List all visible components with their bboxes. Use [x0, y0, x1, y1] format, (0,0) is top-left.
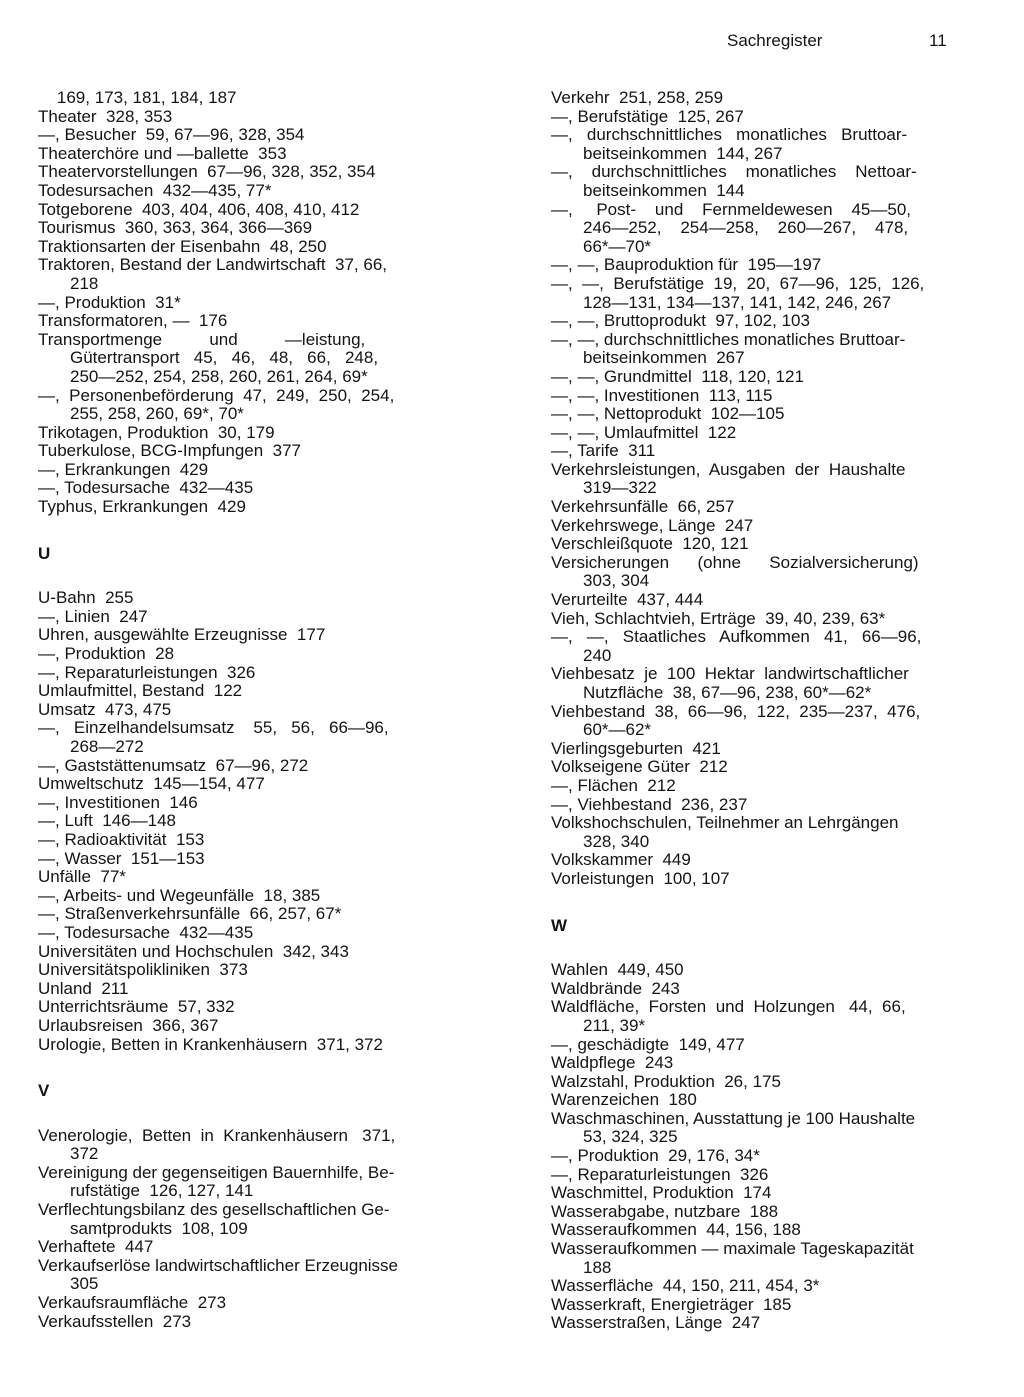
index-entry: [551, 740, 947, 759]
index-entry: [38, 312, 430, 331]
index-entry-text: —, Todesursache 432—435: [38, 922, 254, 942]
index-entry-text: Transportmenge und —leistung,: [38, 329, 366, 349]
index-entry-text: Verkehrswege, Länge 247: [551, 515, 754, 535]
index-entry-text: —, —, Bauproduktion für 195—197: [551, 255, 822, 275]
index-entry-text: Urologie, Betten in Krankenhäusern 371, 372: [38, 1034, 383, 1054]
index-entry-text: Umsatz 473, 475: [38, 699, 172, 719]
index-entry: [38, 794, 430, 813]
index-entry: [38, 163, 430, 182]
index-entry: [551, 517, 947, 536]
index-entry-continuation: Gütertransport 45, 46, 48, 66, 248,: [70, 348, 379, 368]
index-entry: [551, 1147, 947, 1166]
index-entry: [38, 219, 430, 238]
index-entry: [551, 591, 947, 610]
index-entry-text: —, —, Berufstätige 19, 20, 67—96, 125, 126,: [551, 273, 925, 293]
index-entry-text: —, —, Umlaufmittel 122: [551, 422, 737, 442]
index-entry: [38, 775, 430, 794]
index-entry: [551, 980, 947, 999]
index-entry: [551, 961, 947, 980]
index-entry: [38, 626, 430, 645]
index-entry-text: Versicherungen (ohne Sozialversicherung): [551, 552, 919, 572]
index-entry: [38, 812, 430, 831]
index-entry: [38, 1017, 430, 1036]
index-entry-continuation: 328, 340: [583, 831, 650, 851]
index-entry-continuation: 53, 324, 325: [583, 1127, 678, 1147]
index-entry: [551, 201, 947, 257]
index-entry-text: Walzstahl, Produktion 26, 175: [551, 1071, 781, 1091]
index-entry-text: Vorleistungen 100, 107: [551, 868, 730, 888]
index-entry-continuation: samtprodukts 108, 109: [70, 1218, 248, 1238]
index-entry-continuation: 372: [70, 1144, 99, 1164]
index-entry: [551, 461, 947, 498]
index-entry: [551, 1073, 947, 1092]
index-entry: [551, 1184, 947, 1203]
index-entry: [38, 387, 430, 424]
index-entry: [38, 1036, 430, 1055]
index-entry-text: Verurteilte 437, 444: [551, 590, 704, 610]
index-entry: [551, 1277, 947, 1296]
index-entry: [551, 424, 947, 443]
index-entry: [38, 238, 430, 257]
index-entry: [38, 831, 430, 850]
index-entry: [551, 851, 947, 870]
index-entry-text: —, Produktion 31*: [38, 292, 181, 312]
index-entry-text: 169, 173, 181, 184, 187: [38, 88, 237, 107]
index-entry-text: Traktionsarten der Eisenbahn 48, 250: [38, 236, 327, 256]
index-entry: [38, 980, 430, 999]
index-entry: [551, 1166, 947, 1185]
index-entry: [38, 719, 430, 756]
index-entry-continuation: 128—131, 134—137, 141, 142, 246, 267: [583, 292, 892, 312]
index-entry: [38, 1164, 430, 1201]
index-entry: [551, 442, 947, 461]
index-entry: [551, 1110, 947, 1147]
index-entry: [551, 108, 947, 127]
index-entry: [551, 796, 947, 815]
index-entry: [38, 887, 430, 906]
index-entry-continuation: 66*—70*: [583, 236, 652, 256]
index-entry-text: —, Produktion 28: [38, 644, 175, 664]
index-entry: [38, 589, 430, 608]
index-entry-text: Verhaftete 447: [38, 1237, 154, 1257]
index-entry: [38, 664, 430, 683]
index-entry-text: —, —, Investitionen 113, 115: [551, 385, 773, 405]
index-entry-text: Venerologie, Betten in Krankenhäusern 371,: [38, 1125, 396, 1145]
index-entry-text: Universitätspolikliniken 373: [38, 960, 248, 980]
index-entry: [38, 961, 430, 980]
index-entry-text: Theatervorstellungen 67—96, 328, 352, 354: [38, 162, 376, 182]
index-entry: [38, 757, 430, 776]
index-entry: [38, 924, 430, 943]
index-entry-text: —, Arbeits- und Wegeunfälle 18, 385: [38, 885, 321, 905]
index-entry: [551, 1314, 947, 1333]
index-entry: [38, 645, 430, 664]
index-entry-text: Volkskammer 449: [551, 850, 691, 870]
index-entry: [38, 294, 430, 313]
index-entry: [551, 126, 947, 163]
index-entry-text: Waldbrände 243: [551, 978, 680, 998]
index-entry: [38, 256, 430, 293]
index-entry-text: —, durchschnittliches monatliches Bruttoar-: [551, 125, 908, 145]
index-entry-text: —, Erkrankungen 429: [38, 459, 209, 479]
index-entry-text: Vereinigung der gegenseitigen Bauernhilfe, Be-: [38, 1162, 395, 1182]
index-entry-text: Tourismus 360, 363, 364, 366—369: [38, 218, 313, 238]
index-entry: [38, 89, 430, 108]
index-entry-text: Umweltschutz 145—154, 477: [38, 774, 265, 794]
index-entry: [551, 554, 947, 591]
index-entry-text: Viehbesatz je 100 Hektar landwirtschaftlicher: [551, 664, 909, 684]
index-entry-text: Transformatoren, — 176: [38, 311, 228, 331]
index-entry-text: —, Investitionen 146: [38, 792, 198, 812]
index-entry-text: —, —, durchschnittliches monatliches Bruttoar-: [551, 329, 906, 349]
index-entry-text: Wahlen 449, 450: [551, 960, 684, 980]
index-entry: [38, 461, 430, 480]
index-entry: [551, 1091, 947, 1110]
index-entry: [38, 498, 430, 517]
index-entry: [38, 608, 430, 627]
index-entry-text: —, Post- und Fernmeldewesen 45—50,: [551, 199, 911, 219]
index-entry-text: Warenzeichen 180: [551, 1090, 697, 1110]
index-entry: [38, 1294, 430, 1313]
index-entry-text: —, Linien 247: [38, 606, 148, 626]
index-entry-text: Wasserkraft, Energieträger 185: [551, 1294, 792, 1314]
index-entry-continuation: 303, 304: [583, 571, 650, 591]
index-entry-text: Waldpflege 243: [551, 1053, 674, 1073]
index-entry: [551, 1054, 947, 1073]
index-entry-text: —, —, Nettoprodukt 102—105: [551, 404, 785, 424]
index-entry: [551, 1296, 947, 1315]
index-entry-text: Unterrichtsräume 57, 332: [38, 997, 235, 1017]
index-entry-text: Theaterchöre und —ballette 353: [38, 143, 287, 163]
index-entry: [551, 1221, 947, 1240]
index-entry: [38, 998, 430, 1017]
index-entry-text: Wasseraufkommen 44, 156, 188: [551, 1220, 801, 1240]
index-entry-text: Verflechtungsbilanz des gesellschaftlichen Ge-: [38, 1200, 390, 1220]
index-entry-continuation: Nutzfläche 38, 67—96, 238, 60*—62*: [583, 683, 872, 702]
running-title: Sachregister: [727, 31, 823, 50]
index-entry-text: —, Tarife 311: [551, 441, 656, 461]
index-entry-text: Volkseigene Güter 212: [551, 757, 728, 777]
index-column-right: [551, 89, 947, 1333]
index-entry-continuation: 305: [70, 1274, 99, 1294]
index-entry: [38, 868, 430, 887]
index-entry-text: U-Bahn 255: [38, 588, 134, 608]
index-entry: [551, 628, 947, 665]
index-entry: [551, 1240, 947, 1277]
index-entry: [551, 998, 947, 1035]
index-entry-text: —, Radioaktivität 153: [38, 829, 205, 849]
section-letter-heading: U: [38, 543, 51, 563]
index-entry-text: Trikotagen, Produktion 30, 179: [38, 422, 275, 442]
index-entry: [551, 1036, 947, 1055]
index-entry-text: Umlaufmittel, Bestand 122: [38, 681, 243, 701]
index-entry: [551, 814, 947, 851]
index-entry: [551, 163, 947, 200]
index-entry: [38, 201, 430, 220]
index-entry-continuation: beitseinkommen 144: [583, 180, 745, 200]
index-entry-text: Wasserabgabe, nutzbare 188: [551, 1201, 779, 1221]
index-entry: [38, 1257, 430, 1294]
index-entry-text: Verkaufserlöse landwirtschaftlicher Erzeugnisse: [38, 1255, 399, 1275]
index-entry-text: Verkehr 251, 258, 259: [551, 88, 724, 107]
page-number: 11: [929, 31, 947, 50]
index-entry: [551, 331, 947, 368]
index-entry-text: Verkehrsleistungen, Ausgaben der Haushalte: [551, 459, 906, 479]
index-entry: [551, 758, 947, 777]
index-entry: [551, 1203, 947, 1222]
index-entry: [38, 442, 430, 461]
index-entry: [38, 1313, 430, 1332]
index-column-left: [38, 89, 430, 1331]
index-entry-text: —, Straßenverkehrsunfälle 66, 257, 67*: [38, 904, 342, 924]
index-entry: [38, 182, 430, 201]
index-entry-text: Waldfläche, Forsten und Holzungen 44, 66,: [551, 997, 906, 1017]
index-entry-text: Urlaubsreisen 366, 367: [38, 1015, 219, 1035]
index-entry-text: —, Gaststättenumsatz 67—96, 272: [38, 755, 309, 775]
index-entry: [551, 387, 947, 406]
index-entry: [551, 256, 947, 275]
index-entry-text: —, Berufstätige 125, 267: [551, 106, 744, 126]
index-entry-text: Theater 328, 353: [38, 106, 173, 126]
index-entry: [38, 850, 430, 869]
index-entry-continuation: beitseinkommen 144, 267: [583, 143, 783, 163]
index-entry-continuation: 218: [70, 273, 99, 293]
index-entry: [38, 424, 430, 443]
index-entry: [551, 610, 947, 629]
index-entry-text: —, Produktion 29, 176, 34*: [551, 1146, 760, 1166]
index-entry: [551, 405, 947, 424]
index-entry-continuation: 255, 258, 260, 69*, 70*: [70, 404, 244, 424]
index-entry-text: —, Todesursache 432—435: [38, 478, 254, 498]
index-entry: [38, 682, 430, 701]
page-header: [0, 31, 1024, 55]
index-entry-text: Typhus, Erkrankungen 429: [38, 497, 246, 517]
index-entry-text: Uhren, ausgewählte Erzeugnisse 177: [38, 625, 326, 645]
index-entry-text: Vieh, Schlachtvieh, Erträge 39, 40, 239, 63*: [551, 608, 886, 628]
index-entry: [551, 498, 947, 517]
index-entry-text: Verkehrsunfälle 66, 257: [551, 497, 735, 517]
index-entry-text: Verkaufsstellen 273: [38, 1311, 192, 1331]
index-entry: [38, 905, 430, 924]
index-entry: [551, 275, 947, 312]
index-entry: [551, 312, 947, 331]
index-entry-text: —, Luft 146—148: [38, 811, 176, 831]
index-entry-text: Todesursachen 432—435, 77*: [38, 180, 272, 200]
index-entry-text: Universitäten und Hochschulen 342, 343: [38, 941, 349, 961]
section-letter-heading: V: [38, 1081, 50, 1101]
index-entry: [551, 89, 947, 108]
index-entry-text: Waschmaschinen, Ausstattung je 100 Haushalte: [551, 1108, 916, 1128]
index-entry-text: —, Reparaturleistungen 326: [38, 662, 256, 682]
index-entry: [38, 331, 430, 387]
index-entry-text: —, Besucher 59, 67—96, 328, 354: [38, 125, 305, 145]
index-entry-continuation: 188: [583, 1257, 612, 1277]
index-entry-text: —, Reparaturleistungen 326: [551, 1164, 769, 1184]
index-entry-text: Wasserstraßen, Länge 247: [551, 1313, 761, 1333]
index-entry-text: Wasserfläche 44, 150, 211, 454, 3*: [551, 1276, 820, 1296]
index-entry-text: —, Personenbeförderung 47, 249, 250, 254,: [38, 385, 395, 405]
index-entry: [551, 703, 947, 740]
index-entry-text: Tuberkulose, BCG-Impfungen 377: [38, 441, 302, 461]
index-entry-text: Waschmittel, Produktion 174: [551, 1183, 772, 1203]
index-entry: [551, 870, 947, 889]
index-entry: [551, 665, 947, 702]
index-entry-text: Unland 211: [38, 978, 129, 998]
index-entry: [38, 1127, 430, 1164]
index-entry-continuation: 60*—62*: [583, 720, 652, 740]
index-entry-text: —, Einzelhandelsumsatz 55, 56, 66—96,: [38, 718, 389, 738]
index-entry-continuation: beitseinkommen 267: [583, 348, 745, 368]
index-entry-text: —, Wasser 151—153: [38, 848, 205, 868]
index-entry-continuation: 240: [583, 645, 612, 665]
index-entry-text: Verkaufsraumfläche 273: [38, 1293, 227, 1313]
index-entry-text: Traktoren, Bestand der Landwirtschaft 37, 66,: [38, 255, 388, 275]
index-entry: [38, 1201, 430, 1238]
index-entry: [38, 943, 430, 962]
index-entry-continuation: 246—252, 254—258, 260—267, 478,: [583, 218, 909, 238]
index-entry-text: —, —, Bruttoprodukt 97, 102, 103: [551, 311, 810, 331]
index-entry-text: —, durchschnittliches monatliches Nettoar-: [551, 162, 917, 182]
index-entry-text: Wasseraufkommen — maximale Tageskapazität: [551, 1239, 914, 1259]
index-entry: [551, 535, 947, 554]
index-entry-text: Vierlingsgeburten 421: [551, 738, 721, 758]
index-entry-continuation: rufstätige 126, 127, 141: [70, 1181, 254, 1201]
section-letter-heading: W: [551, 915, 568, 935]
index-entry: [551, 368, 947, 387]
index-entry-continuation: 250—252, 254, 258, 260, 261, 264, 69*: [70, 366, 368, 386]
index-entry: [38, 145, 430, 164]
index-entry-text: Verschleißquote 120, 121: [551, 534, 749, 554]
index-entry-text: —, —, Staatliches Aufkommen 41, 66—96,: [551, 627, 922, 647]
index-entry: [551, 777, 947, 796]
index-entry-continuation: 211, 39*: [583, 1015, 646, 1035]
index-entry-text: Volkshochschulen, Teilnehmer an Lehrgängen: [551, 813, 899, 833]
index-entry: [38, 108, 430, 127]
index-entry-continuation: 268—272: [70, 737, 144, 756]
index-entry-text: —, geschädigte 149, 477: [551, 1034, 745, 1054]
index-entry: [38, 126, 430, 145]
index-entry-text: —, —, Grundmittel 118, 120, 121: [551, 366, 804, 386]
index-entry-text: —, Flächen 212: [551, 775, 676, 795]
index-entry: [38, 1238, 430, 1257]
index-entry-text: Totgeborene 403, 404, 406, 408, 410, 412: [38, 199, 360, 219]
index-entry: [38, 701, 430, 720]
index-entry-text: Viehbestand 38, 66—96, 122, 235—237, 476,: [551, 701, 921, 721]
index-entry: [38, 479, 430, 498]
index-entry-text: Unfälle 77*: [38, 867, 126, 887]
index-entry-text: —, Viehbestand 236, 237: [551, 794, 748, 814]
index-entry-continuation: 319—322: [583, 478, 657, 498]
